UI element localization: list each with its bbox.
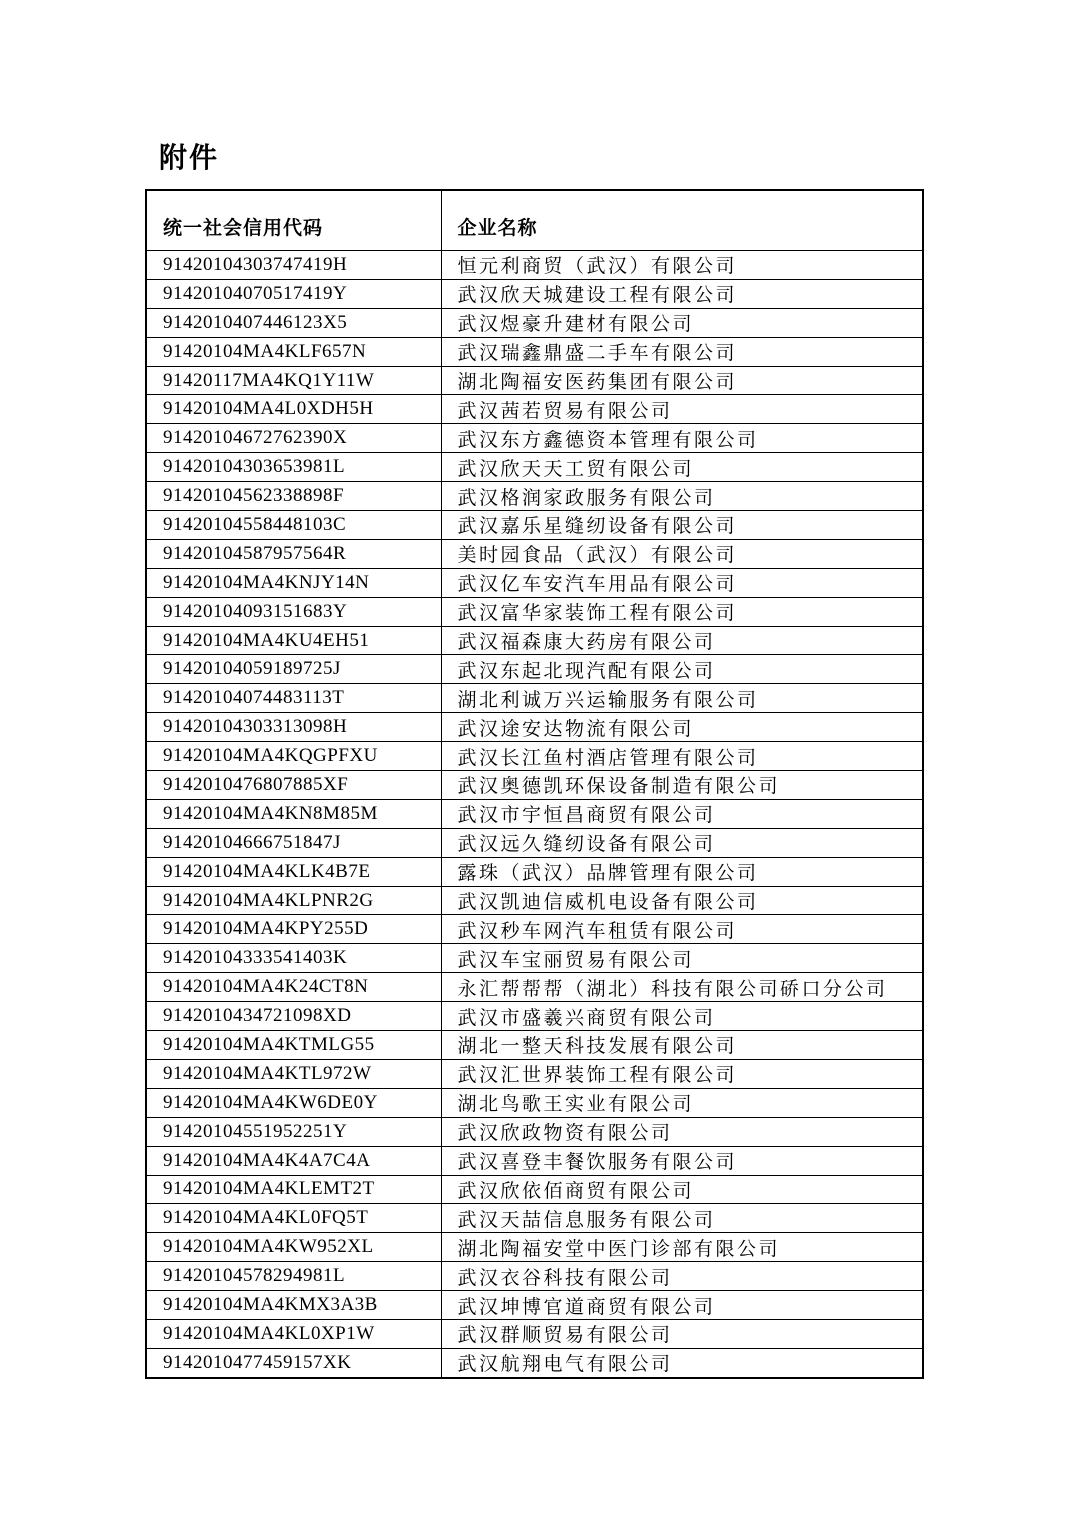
- credit-code-cell: 91420104MA4KL0FQ5T: [146, 1204, 441, 1233]
- column-header-credit-code: 统一社会信用代码: [146, 190, 441, 251]
- credit-code-cell: 91420104587957564R: [146, 539, 441, 568]
- credit-code-cell: 91420104MA4K24CT8N: [146, 973, 441, 1002]
- table-row: [146, 655, 923, 684]
- credit-code-cell: 91420104059189725J: [146, 655, 441, 684]
- table-row: [146, 1204, 923, 1233]
- credit-code-cell: 91420104562338898F: [146, 482, 441, 511]
- company-name-cell: 武汉格润家政服务有限公司: [441, 482, 923, 511]
- credit-code-cell: 91420104MA4L0XDH5H: [146, 395, 441, 424]
- company-name-cell: 武汉福森康大药房有限公司: [441, 626, 923, 655]
- attachment-title: 附件: [159, 142, 220, 173]
- credit-code-cell: 91420104MA4KLEMT2T: [146, 1175, 441, 1204]
- company-name-cell: 武汉途安达物流有限公司: [441, 713, 923, 742]
- credit-code-cell: 91420104MA4KLK4B7E: [146, 857, 441, 886]
- table-row: [146, 915, 923, 944]
- company-name-cell: 武汉嘉乐星缝纫设备有限公司: [441, 511, 923, 540]
- company-name-cell: 湖北利诚万兴运输服务有限公司: [441, 684, 923, 713]
- table-row: [146, 366, 923, 395]
- table-row: [146, 279, 923, 308]
- table-row: [146, 597, 923, 626]
- company-name-cell: 武汉欣依佰商贸有限公司: [441, 1175, 923, 1204]
- table-row: [146, 1233, 923, 1262]
- table-row: [146, 626, 923, 655]
- credit-code-cell: 91420117MA4KQ1Y11W: [146, 366, 441, 395]
- credit-code-cell: 91420104MA4KLPNR2G: [146, 886, 441, 915]
- company-name-cell: 武汉欣政物资有限公司: [441, 1117, 923, 1146]
- table-row: [146, 1146, 923, 1175]
- company-name-cell: 武汉凯迪信威机电设备有限公司: [441, 886, 923, 915]
- credit-code-cell: 91420104MA4KL0XP1W: [146, 1319, 441, 1348]
- company-name-cell: 武汉富华家装饰工程有限公司: [441, 597, 923, 626]
- table-row: [146, 1319, 923, 1348]
- credit-code-cell: 91420104MA4KW952XL: [146, 1233, 441, 1262]
- table-row: [146, 1291, 923, 1320]
- table-row: [146, 1175, 923, 1204]
- table-row: [146, 1002, 923, 1031]
- company-name-cell: 武汉天喆信息服务有限公司: [441, 1204, 923, 1233]
- company-name-cell: 武汉瑞鑫鼎盛二手车有限公司: [441, 337, 923, 366]
- credit-code-cell: 91420104070517419Y: [146, 279, 441, 308]
- credit-code-cell: 91420104672762390X: [146, 424, 441, 453]
- table-row: [146, 799, 923, 828]
- company-name-cell: 武汉东方鑫德资本管理有限公司: [441, 424, 923, 453]
- credit-code-cell: 91420104093151683Y: [146, 597, 441, 626]
- company-name-cell: 武汉欣天天工贸有限公司: [441, 453, 923, 482]
- company-name-cell: 武汉东起北现汽配有限公司: [441, 655, 923, 684]
- table-row: [146, 742, 923, 771]
- company-name-cell: 永汇帮帮帮（湖北）科技有限公司硚口分公司: [441, 973, 923, 1002]
- company-name-cell: 恒元利商贸（武汉）有限公司: [441, 251, 923, 280]
- company-name-cell: 武汉车宝丽贸易有限公司: [441, 944, 923, 973]
- table-row: [146, 453, 923, 482]
- company-name-cell: 武汉欣天城建设工程有限公司: [441, 279, 923, 308]
- table-row: [146, 337, 923, 366]
- company-name-cell: 武汉坤博官道商贸有限公司: [441, 1291, 923, 1320]
- table-header-row: [146, 190, 923, 251]
- table-row: [146, 828, 923, 857]
- company-name-cell: 武汉航翔电气有限公司: [441, 1348, 923, 1377]
- credit-code-cell: 91420104303747419H: [146, 251, 441, 280]
- credit-code-cell: 91420104MA4KTMLG55: [146, 1031, 441, 1060]
- credit-code-cell: 9142010434721098XD: [146, 1002, 441, 1031]
- table-row: [146, 713, 923, 742]
- credit-code-cell: 91420104MA4K4A7C4A: [146, 1146, 441, 1175]
- table-body: [146, 251, 923, 1378]
- table-row: [146, 251, 923, 280]
- table-row: [146, 482, 923, 511]
- company-name-cell: 武汉茜若贸易有限公司: [441, 395, 923, 424]
- credit-code-cell: 9142010477459157XK: [146, 1348, 441, 1377]
- company-name-cell: 美时园食品（武汉）有限公司: [441, 539, 923, 568]
- company-name-cell: 武汉汇世界装饰工程有限公司: [441, 1059, 923, 1088]
- table-row: [146, 886, 923, 915]
- company-name-cell: 露珠（武汉）品牌管理有限公司: [441, 857, 923, 886]
- company-table: [145, 189, 924, 1379]
- credit-code-cell: 91420104MA4KNJY14N: [146, 568, 441, 597]
- credit-code-cell: 91420104MA4KQGPFXU: [146, 742, 441, 771]
- credit-code-cell: 91420104666751847J: [146, 828, 441, 857]
- table-row: [146, 1088, 923, 1117]
- credit-code-cell: 91420104558448103C: [146, 511, 441, 540]
- company-name-cell: 武汉市宇恒昌商贸有限公司: [441, 799, 923, 828]
- credit-code-cell: 91420104303313098H: [146, 713, 441, 742]
- company-name-cell: 武汉喜登丰餐饮服务有限公司: [441, 1146, 923, 1175]
- credit-code-cell: 91420104MA4KN8M85M: [146, 799, 441, 828]
- credit-code-cell: 91420104551952251Y: [146, 1117, 441, 1146]
- table-row: [146, 539, 923, 568]
- table-row: [146, 684, 923, 713]
- company-name-cell: 武汉市盛羲兴商贸有限公司: [441, 1002, 923, 1031]
- credit-code-cell: 9142010407446123X5: [146, 308, 441, 337]
- table-row: [146, 424, 923, 453]
- table-row: [146, 1059, 923, 1088]
- credit-code-cell: 91420104MA4KW6DE0Y: [146, 1088, 441, 1117]
- credit-code-cell: 91420104074483113T: [146, 684, 441, 713]
- credit-code-cell: 91420104MA4KTL972W: [146, 1059, 441, 1088]
- table-row: [146, 944, 923, 973]
- table-row: [146, 1117, 923, 1146]
- credit-code-cell: 91420104MA4KU4EH51: [146, 626, 441, 655]
- company-name-cell: 武汉奥德凯环保设备制造有限公司: [441, 771, 923, 800]
- table-row: [146, 771, 923, 800]
- table-row: [146, 973, 923, 1002]
- company-name-cell: 武汉秒车网汽车租赁有限公司: [441, 915, 923, 944]
- credit-code-cell: 91420104MA4KMX3A3B: [146, 1291, 441, 1320]
- company-name-cell: 武汉远久缝纫设备有限公司: [441, 828, 923, 857]
- company-name-cell: 武汉长江鱼村酒店管理有限公司: [441, 742, 923, 771]
- credit-code-cell: 91420104578294981L: [146, 1262, 441, 1291]
- credit-code-cell: 91420104MA4KPY255D: [146, 915, 441, 944]
- credit-code-cell: 91420104333541403K: [146, 944, 441, 973]
- table-row: [146, 568, 923, 597]
- credit-code-cell: 9142010476807885XF: [146, 771, 441, 800]
- table-row: [146, 1031, 923, 1060]
- company-name-cell: 湖北一整天科技发展有限公司: [441, 1031, 923, 1060]
- company-name-cell: 武汉煜豪升建材有限公司: [441, 308, 923, 337]
- column-header-company-name: 企业名称: [441, 190, 923, 251]
- credit-code-cell: 91420104MA4KLF657N: [146, 337, 441, 366]
- table-row: [146, 1262, 923, 1291]
- table-row: [146, 395, 923, 424]
- table-row: [146, 857, 923, 886]
- table-row: [146, 1348, 923, 1377]
- company-name-cell: 湖北陶福安堂中医门诊部有限公司: [441, 1233, 923, 1262]
- credit-code-cell: 91420104303653981L: [146, 453, 441, 482]
- company-name-cell: 湖北陶福安医药集团有限公司: [441, 366, 923, 395]
- table-row: [146, 511, 923, 540]
- company-name-cell: 湖北鸟歌王实业有限公司: [441, 1088, 923, 1117]
- company-name-cell: 武汉群顺贸易有限公司: [441, 1319, 923, 1348]
- table-row: [146, 308, 923, 337]
- company-name-cell: 武汉亿车安汽车用品有限公司: [441, 568, 923, 597]
- company-name-cell: 武汉衣谷科技有限公司: [441, 1262, 923, 1291]
